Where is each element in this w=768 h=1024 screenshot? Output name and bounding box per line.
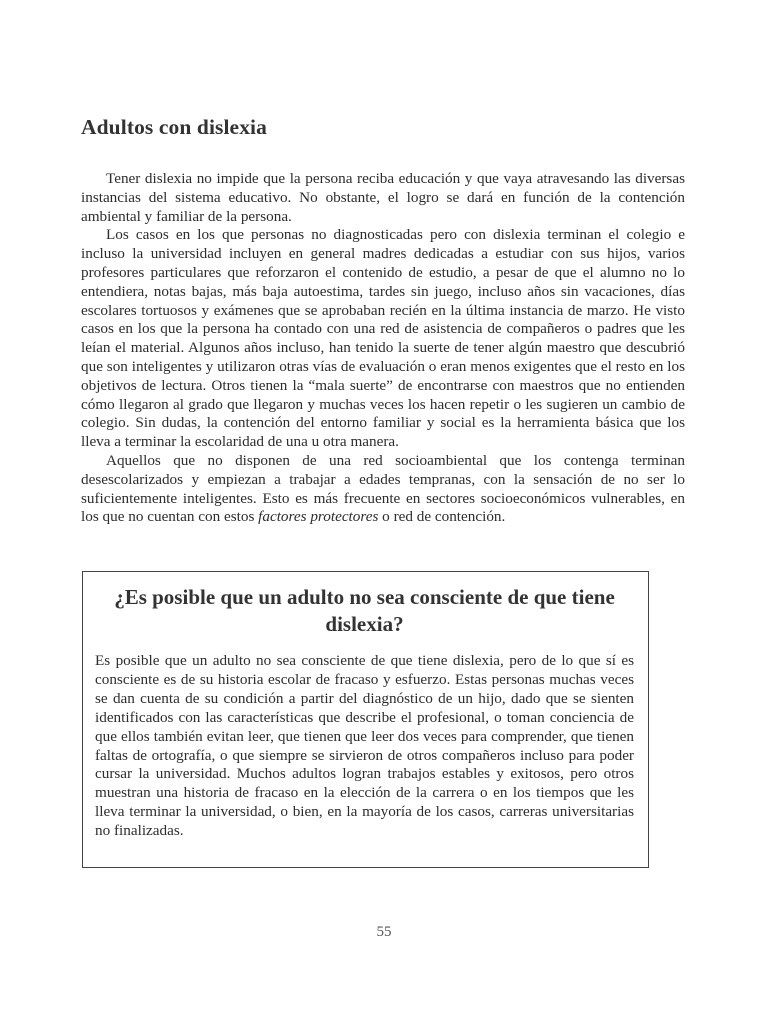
paragraph-3	[81, 452, 685, 527]
section-heading: Adultos con dislexia	[81, 115, 267, 139]
question-box-title: ¿Es posible que un adulto no sea consciente de que tiene dislexia?	[114, 585, 615, 636]
section-body	[81, 170, 685, 527]
question-box	[82, 571, 649, 868]
paragraph-3-text-before: Aquellos que no disponen de una red socioambiental que los contenga terminan desescolarizados y empiezan a trabajar a edades tempranas, con la sensación de no ser lo suficientemente inteligentes. Esto es más frecuente en sectores socioeconómicos vulnerables, en los que no cuentan con estos	[81, 451, 685, 526]
paragraph-2: Los casos en los que personas no diagnosticadas pero con dislexia terminan el colegio e incluso la universidad incluyen en general madres dedicadas a estudiar con sus hijos, varios profesores particulares que reforzaron el contenido de estudio, a pesar de que el alumno no lo entendiera, notas bajas, más baja autoestima, tardes sin juego, incluso años sin vacaciones, días escolares tortuosos y exámenes que se aprobaban recién en la última instancia de marzo. He visto casos en los que la persona ha contado con una red de asistencia de compañeros o padres que les leían el material. Algunos años incluso, han tenido la suerte de tener algún maestro que descubrió que son inteligentes y utilizaron otras vías de evaluación o eran menos exigentes que el resto en los objetivos de lectura. Otros tienen la “mala suerte” de encontrarse con maestros que no entienden cómo llegaron al grado que llegaron y muchas veces los hacen repetir o les sugieren un cambio de colegio. Sin dudas, la contención del entorno familiar y social es la herramienta básica que los lleva a terminar la escolaridad de una u otra manera.	[81, 226, 685, 451]
paragraph-1: Tener dislexia no impide que la persona reciba educación y que vaya atravesando las diversas instancias del sistema educativo. No obstante, el logro se dará en función de la contención ambiental y familiar de la persona.	[81, 170, 685, 225]
question-box-text: Es posible que un adulto no sea consciente de que tiene dislexia, pero de lo que sí es consciente es de su historia escolar de fracaso y esfuerzo. Estas personas muchas veces se dan cuenta de su condición a partir del diagnóstico de un hijo, dado que se sienten identificados con las características que describe el profesional, o toman conciencia de que ellos también evitan leer, que tienen que leer dos veces para comprender, que tienen faltas de ortografía, o que siempre se sirvieron de otros compañeros incluso para poder cursar la universidad. Muchos adultos logran trabajos estables y exitosos, pero otros muestran una historia de fracaso en la elección de la carrera o en los tiempos que les lleva terminar la universidad, o bien, en la mayoría de los casos, carreras universitarias no finalizadas.	[95, 652, 634, 840]
page-number: 55	[376, 924, 392, 940]
paragraph-3-text-after: o red de contención.	[378, 508, 506, 526]
paragraph-3-emphasis: factores protectores	[258, 508, 379, 526]
